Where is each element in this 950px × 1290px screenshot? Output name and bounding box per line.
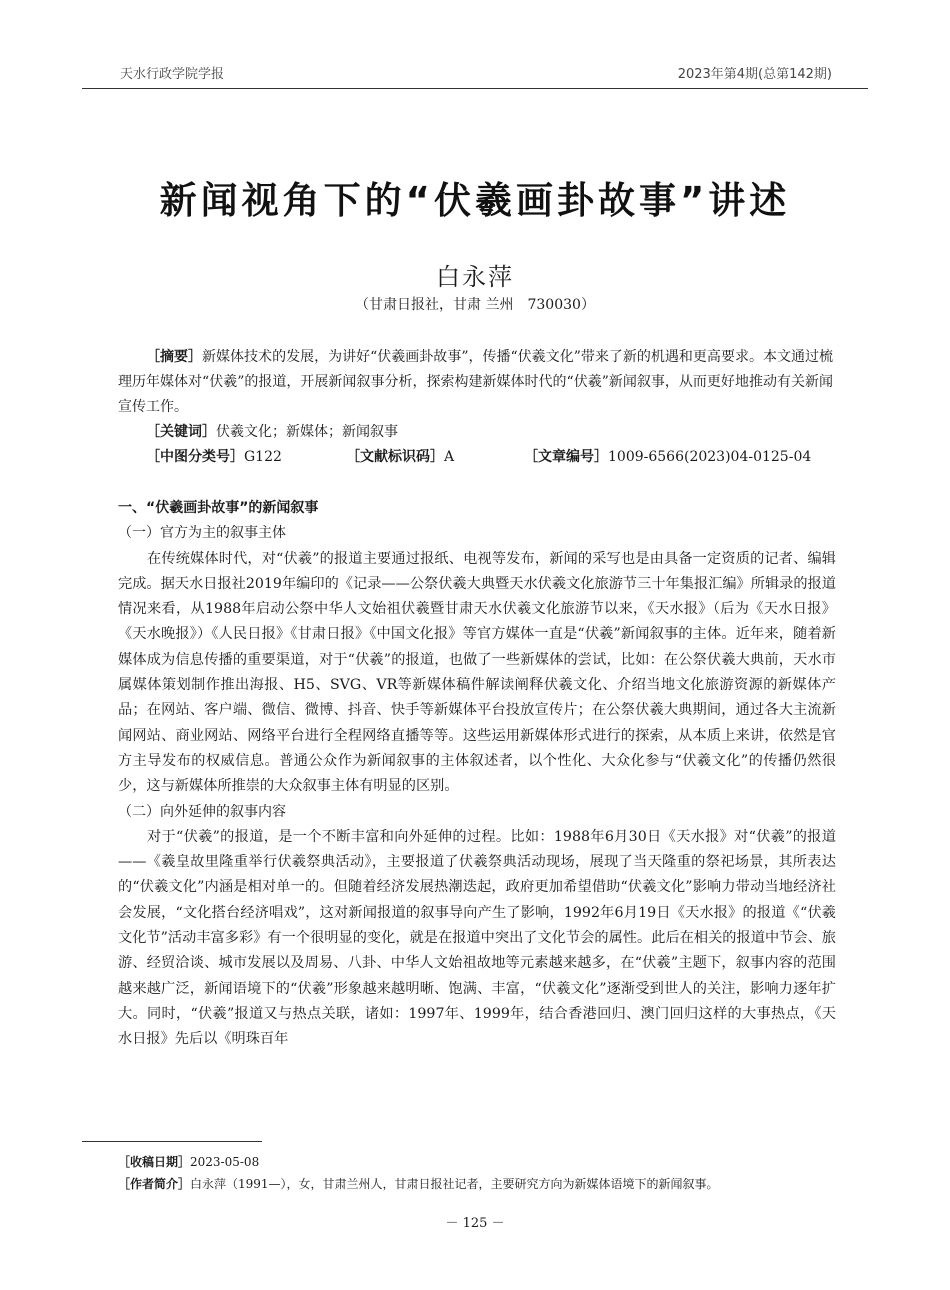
- abstract-section: [118, 345, 833, 445]
- clc-value: G122: [244, 449, 282, 465]
- author-affiliation: （甘肃日报社，甘肃 兰州 730030）: [355, 297, 595, 313]
- article-body: [118, 496, 836, 1053]
- article-title: 新闻视角下的“伏羲画卦故事”讲述: [159, 179, 791, 222]
- author-bio-text: 白永萍（1991—），女，甘肃兰州人，甘肃日报社记者，主要研究方向为新媒体语境下的新闻叙事。: [190, 1177, 719, 1191]
- keywords-text: 伏羲文化；新媒体；新闻叙事: [216, 424, 398, 440]
- subsection-heading: （一）官方为主的叙事主体: [118, 525, 286, 542]
- section-heading: 一、“伏羲画卦故事”的新闻叙事: [118, 500, 319, 516]
- page-number: － 125 －: [445, 1216, 505, 1231]
- clc-field: [146, 445, 346, 470]
- received-label: ［收稿日期］: [118, 1155, 191, 1169]
- body-paragraph: 在传统媒体时代，对“伏羲”的报道主要通过报纸、电视等发布，新闻的采写也是由具备一定资质的记者、编辑完成。据天水日报社2019年编印的《记录——公祭伏羲大典暨天水伏羲文化旅游节三十年集报汇编》所辑录的报道情况来看，从1988年启动公祭中华人文始祖伏羲暨甘肃天水伏羲文化旅游节以来，《天水报》（后为《天水日报》《天水晚报》）《人民日报》《甘肃日报》《中国文化报》等官方媒体一直是“伏羲”新闻叙事的主体。近年来，随着新媒体成为信息传播的重要渠道，对于“伏羲”的报道，也做了一些新媒体的尝试，比如：在公祭伏羲大典前，天水市属媒体策划制作推出海报、H5、SVG、VR等新媒体稿件解读阐释伏羲文化、介绍当地文化旅游资源的新媒体产品；在网站、客户端、微信、微博、抖音、快手等新媒体平台投放宣传片；在公祭伏羲大典期间，通过各大主流新闻网站、商业网站、网络平台进行全程网络直播等等。这些运用新媒体形式进行的探索，从本质上来讲，依然是官方主导发布的权威信息。普通公众作为新闻叙事的主体叙述者，以个性化、大众化参与“伏羲文化”的传播仍然很少，这与新媒体所推崇的大众叙事主体有明显的区别。: [118, 550, 836, 795]
- clc-label: ［中图分类号］: [146, 449, 244, 465]
- abstract-label: ［摘要］: [146, 349, 203, 365]
- footnote-divider: [82, 1141, 262, 1142]
- classification-row: [146, 445, 836, 470]
- author-bio-label: ［作者简介］: [118, 1177, 191, 1191]
- doc-code-label: ［文献标识码］: [346, 449, 444, 465]
- author-bio-note: [118, 1174, 848, 1194]
- article-number-value: 1009-6566(2023)04-0125-04: [608, 449, 812, 465]
- article-number-field: [524, 445, 811, 470]
- doc-code-value: A: [444, 449, 455, 465]
- keywords-line: [118, 420, 833, 445]
- article-author: 白永萍: [436, 263, 514, 291]
- issue-info: 2023年第4期(总第142期): [677, 67, 832, 82]
- header-divider: [82, 88, 868, 89]
- keywords-label: ［关键词］: [146, 424, 216, 440]
- body-paragraph: 对于“伏羲”的报道，是一个不断丰富和向外延伸的过程。比如：1988年6月30日《天水报》对“伏羲”的报道——《羲皇故里隆重举行伏羲祭典活动》，主要报道了伏羲祭典活动现场，展现了当天隆重的祭祀场景，其所表达的“伏羲文化”内涵是相对单一的。但随着经济发展热潮迭起，政府更加希望借助“伏羲文化”影响力带动当地经济社会发展，“文化搭台经济唱戏”，这对新闻报道的叙事导向产生了影响，1992年6月19日《天水报》的报道《“伏羲文化节”活动丰富多彩》有一个很明显的变化，就是在报道中突出了文化节会的属性。此后在相关的报道中节会、旅游、经贸洽谈、城市发展以及周易、八卦、中华人文始祖故地等元素越来越多，在“伏羲”主题下，叙事内容的范围越来越广泛，新闻语境下的“伏羲”形象越来越明晰、饱满、丰富，“伏羲文化”逐渐受到世人的关注，影响力逐年扩大。同时，“伏羲”报道又与热点关联，诸如：1997年、1999年，结合香港回归、澳门回归这样的大事热点，《天水日报》先后以《明珠百年: [118, 828, 836, 1048]
- subsection-heading: （二）向外延伸的叙事内容: [118, 803, 286, 820]
- abstract-text: 新媒体技术的发展，为讲好“伏羲画卦故事”，传播“伏羲文化”带来了新的机遇和更高要求。本文通过梳理历年媒体对“伏羲”的报道，开展新闻叙事分析，探索构建新媒体时代的“伏羲”新闻叙事，从而更好地推动有关新闻宣传工作。: [118, 349, 833, 415]
- journal-name: 天水行政学院学报: [120, 67, 225, 82]
- doc-code-field: [346, 445, 524, 470]
- abstract-paragraph: [118, 345, 833, 420]
- received-date-note: [118, 1152, 848, 1172]
- article-number-label: ［文章编号］: [524, 449, 608, 465]
- received-date: 2023-05-08: [190, 1155, 260, 1169]
